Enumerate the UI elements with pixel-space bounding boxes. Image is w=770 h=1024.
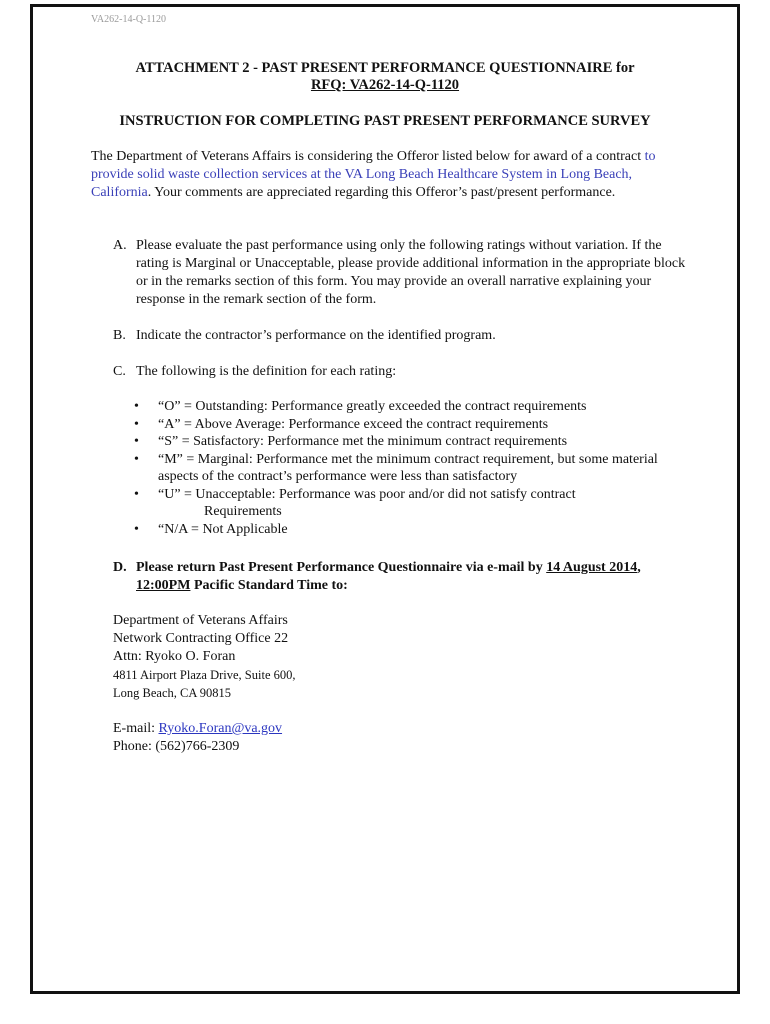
email-row bbox=[113, 720, 296, 738]
document-code: VA262-14-Q-1120 bbox=[91, 14, 166, 25]
bullet-icon: • bbox=[134, 486, 139, 502]
date-comma: , bbox=[637, 560, 641, 575]
rating-unacceptable bbox=[134, 486, 674, 521]
rating-satisfactory bbox=[134, 433, 674, 451]
intro-paragraph bbox=[91, 148, 681, 202]
email-link[interactable]: Ryoko.Foran@va.gov bbox=[158, 721, 283, 736]
rating-text: “U” = Unacceptable: Performance was poor and/or did not satisfy contract bbox=[158, 486, 576, 502]
timezone-text: Pacific Standard Time to: bbox=[190, 578, 348, 593]
address-line: Long Beach, CA 90815 bbox=[113, 686, 232, 700]
page-title bbox=[0, 60, 770, 94]
instruction-item-a bbox=[113, 237, 688, 309]
item-label: D. bbox=[113, 560, 127, 575]
return-instruction: Please return Past Present Performance Questionnaire via e-mail by bbox=[136, 560, 547, 575]
intro-text-1: The Department of Veterans Affairs is considering the Offeror listed below for award of a contract bbox=[91, 149, 645, 164]
rating-not-applicable bbox=[134, 521, 674, 539]
item-label: A. bbox=[113, 238, 127, 253]
due-time: 12:00PM bbox=[136, 578, 191, 593]
bullet-icon: • bbox=[134, 434, 139, 449]
rating-marginal bbox=[134, 451, 674, 486]
rating-above-average bbox=[134, 416, 674, 434]
rating-text: “N/A = Not Applicable bbox=[158, 521, 288, 537]
bullet-icon: • bbox=[134, 416, 139, 432]
item-label: C. bbox=[113, 364, 126, 379]
item-label: B. bbox=[113, 328, 126, 343]
section-heading: INSTRUCTION FOR COMPLETING PAST PRESENT PERFORMANCE SURVEY bbox=[119, 113, 651, 129]
spacer bbox=[113, 702, 296, 720]
phone-number: Phone: (562)766-2309 bbox=[113, 739, 240, 754]
intro-text-2: . Your comments are appreciated regarding this Offeror’s past/present performance. bbox=[147, 185, 616, 200]
bullet-icon: • bbox=[134, 451, 139, 467]
address-line: Network Contracting Office 22 bbox=[113, 631, 289, 646]
rating-text: “S” = Satisfactory: Performance met the minimum contract requirements bbox=[158, 434, 568, 449]
title-line-1: ATTACHMENT 2 - PAST PRESENT PERFORMANCE QUESTIONNAIRE for bbox=[135, 60, 635, 76]
mailing-address bbox=[113, 612, 296, 756]
item-text: Please evaluate the past performance using only the following ratings without variation. If the rating is Marginal or Unacceptable, please provide additional information in the appropriate block or in the remarks section of this form. You may provide an overall narrative explaining your response in the remark section of the form. bbox=[136, 238, 686, 307]
email-label: E-mail: bbox=[113, 721, 159, 736]
rating-text: “O” = Outstanding: Performance greatly exceeded the contract requirements bbox=[158, 399, 587, 414]
address-line: Department of Veterans Affairs bbox=[113, 613, 288, 628]
address-line: Attn: Ryoko O. Foran bbox=[113, 649, 236, 664]
rating-definitions-list bbox=[134, 398, 674, 538]
rating-text: “A” = Above Average: Performance exceed the contract requirements bbox=[158, 416, 549, 432]
item-text: Indicate the contractor’s performance on the identified program. bbox=[136, 328, 496, 343]
item-text: The following is the definition for each rating: bbox=[136, 364, 397, 379]
instruction-item-c bbox=[113, 363, 688, 381]
rating-text: “M” = Marginal: Performance met the minimum contract requirement, but some material aspects of the contract’s performance were less than satisfactory bbox=[158, 451, 658, 484]
rating-text-continued: Requirements bbox=[204, 504, 282, 519]
title-rfq: RFQ: VA262-14-Q-1120 bbox=[310, 77, 460, 93]
bullet-icon: • bbox=[134, 521, 139, 537]
address-line: 4811 Airport Plaza Drive, Suite 600, bbox=[113, 668, 296, 682]
instruction-item-b bbox=[113, 327, 688, 345]
due-date: 14 August 2014 bbox=[546, 560, 638, 575]
bullet-icon: • bbox=[134, 399, 139, 414]
rating-outstanding bbox=[134, 398, 674, 416]
item-text bbox=[136, 559, 688, 595]
intro-highlight: to provide solid waste collection services at the VA Long Beach Healthcare System in Long Beach, California bbox=[91, 149, 656, 200]
instruction-item-d bbox=[113, 559, 688, 595]
